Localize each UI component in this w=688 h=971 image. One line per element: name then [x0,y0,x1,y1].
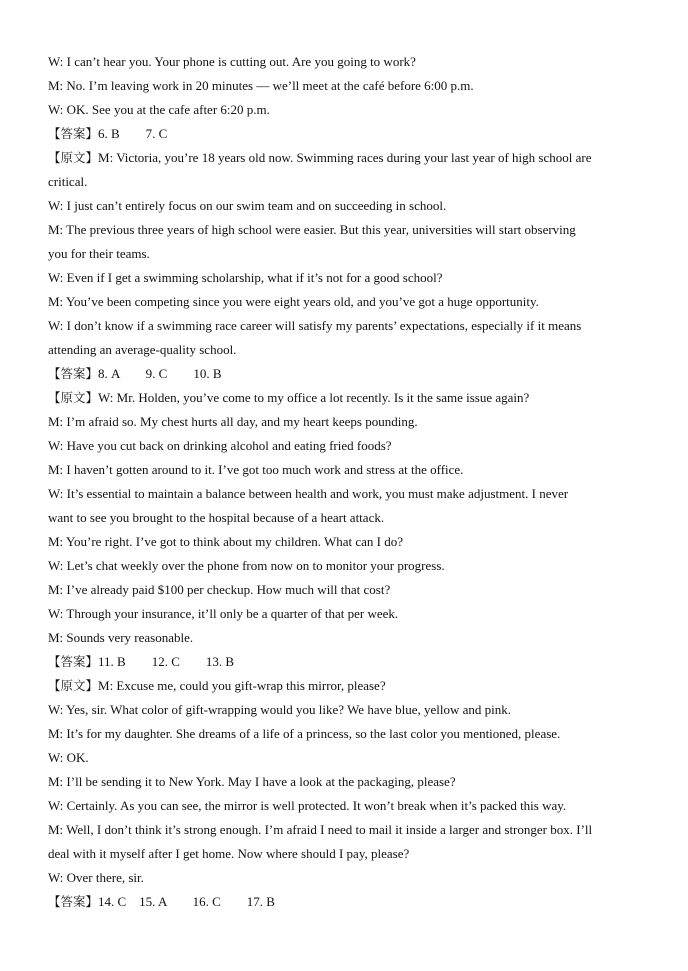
answer-line [48,650,644,674]
answer-line [48,890,644,914]
transcript-line: 【原文】W: Mr. Holden, you’ve come to my office a lot recently. Is it the same issue again? [48,390,530,405]
transcript-line: 【原文】M: Excuse me, could you gift-wrap this mirror, please? [48,678,386,693]
dialogue-line: deal with it myself after I get home. Now where should I pay, please? [48,846,410,861]
dialogue-line: W: OK. [48,750,89,765]
dialogue-line: M: You’ve been competing since you were eight years old, and you’ve got a huge opportunity. [48,294,539,309]
dialogue-line: W: Through your insurance, it’ll only be a quarter of that per week. [48,606,399,621]
dialogue-line: W: OK. See you at the cafe after 6:20 p.m. [48,102,270,117]
dialogue-line: M: It’s for my daughter. She dreams of a life of a princess, so the last color you mentioned, please. [48,726,561,741]
transcript-tag: 【原文】 [48,150,99,165]
dialogue-line: M: Well, I don’t think it’s strong enough. I’m afraid I need to mail it inside a larger and stronger box. I’ll [48,822,593,837]
transcript-tag: 【原文】 [48,390,99,405]
answer-values: 8. A 9. C 10. B [98,366,222,381]
dialogue-line: W: Yes, sir. What color of gift-wrapping would you like? We have blue, yellow and pink. [48,702,512,717]
dialogue-line: W: Let’s chat weekly over the phone from now on to monitor your progress. [48,558,445,573]
answer-tag: 【答案】 [48,126,99,141]
answer-tag: 【答案】 [48,654,99,669]
dialogue-line: attending an average-quality school. [48,342,237,357]
dialogue-line: W: Have you cut back on drinking alcohol and eating fried foods? [48,438,392,453]
dialogue-line: W: I can’t hear you. Your phone is cutting out. Are you going to work? [48,54,416,69]
answer-tag: 【答案】 [48,366,99,381]
transcript-tag: 【原文】 [48,678,99,693]
dialogue-line: W: I just can’t entirely focus on our swim team and on succeeding in school. [48,198,447,213]
dialogue-line: M: I’ve already paid $100 per checkup. How much will that cost? [48,582,391,597]
dialogue-line: M: I’m afraid so. My chest hurts all day, and my heart keeps pounding. [48,414,418,429]
dialogue-line: want to see you brought to the hospital because of a heart attack. [48,510,385,525]
dialogue-line: W: Certainly. As you can see, the mirror is well protected. It won’t break when it’s packed this way. [48,798,567,813]
answer-values: 11. B 12. C 13. B [98,654,235,669]
answer-line [48,122,644,146]
dialogue-line: W: Over there, sir. [48,870,144,885]
dialogue-line: W: I don’t know if a swimming race career will satisfy my parents’ expectations, especially if it means [48,318,582,333]
transcript-line: 【原文】M: Victoria, you’re 18 years old now. Swimming races during your last year of high school are [48,150,592,165]
answer-line [48,362,644,386]
answer-values: 14. C 15. A 16. C 17. B [98,894,275,909]
dialogue-line: M: I’ll be sending it to New York. May I have a look at the packaging, please? [48,774,456,789]
dialogue-line: W: Even if I get a swimming scholarship, what if it’s not for a good school? [48,270,443,285]
dialogue-line: M: You’re right. I’ve got to think about my children. What can I do? [48,534,404,549]
answer-tag: 【答案】 [48,894,99,909]
dialogue-line: M: Sounds very reasonable. [48,630,194,645]
dialogue-line: M: The previous three years of high school were easier. But this year, universities will start observing [48,222,576,237]
dialogue-line: M: No. I’m leaving work in 20 minutes — we’ll meet at the café before 6:00 p.m. [48,78,474,93]
dialogue-line: M: I haven’t gotten around to it. I’ve got too much work and stress at the office. [48,462,464,477]
dialogue-line: W: It’s essential to maintain a balance between health and work, you must make adjustment. I never [48,486,569,501]
answer-values: 6. B 7. C [98,126,168,141]
dialogue-line: critical. [48,174,88,189]
dialogue-line: you for their teams. [48,246,150,261]
document-page [48,50,644,914]
